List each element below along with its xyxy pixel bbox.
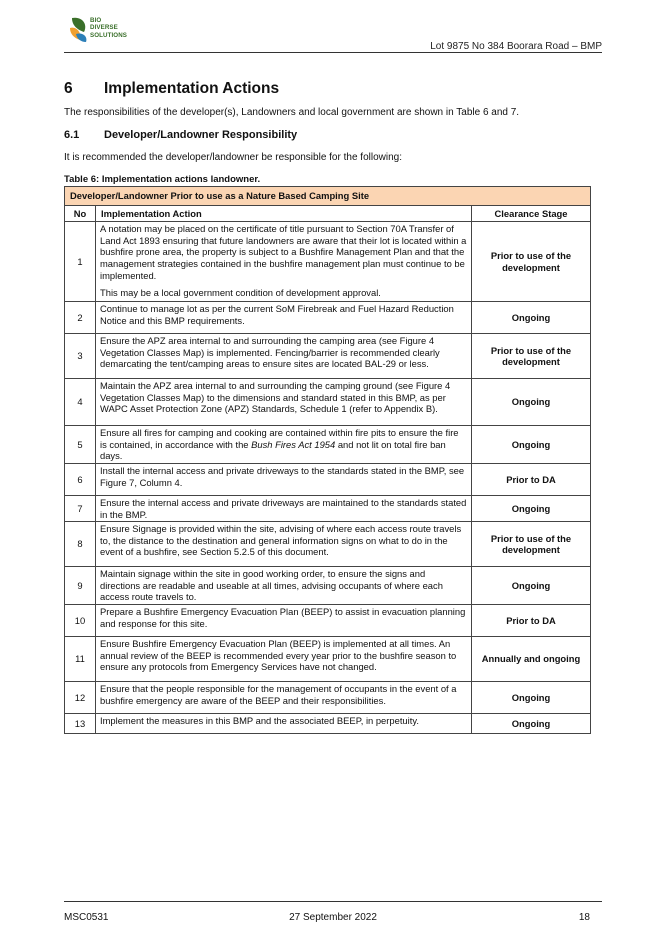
table-row: [65, 681, 591, 713]
leaf-logo-icon: [68, 14, 90, 44]
row-number: 11: [65, 636, 96, 681]
logo-wordmark: BIO DIVERSE SOLUTIONS: [90, 17, 127, 39]
table-row: [65, 522, 591, 567]
table-band-row: [65, 187, 591, 206]
footer-divider: [64, 901, 602, 902]
row-action: Maintain signage within the site in good working order, to ensure the signs and directions are readable and useable at all times, advising occupants of where each access route travels to.: [96, 567, 472, 605]
row-action-text: Ensure all fires for camping and cooking are contained within fire pits to ensure the fire is contained, in accordance with the: [100, 427, 459, 450]
section-number: 6: [64, 80, 73, 97]
company-logo: [68, 14, 138, 46]
section-heading: [64, 80, 279, 98]
row-stage: Prior to use of the development: [472, 334, 591, 379]
table-caption: Table 6: Implementation actions landowner.: [64, 174, 261, 185]
row-stage: Prior to use of the development: [472, 222, 591, 302]
row-action: [96, 426, 472, 464]
table-row: [65, 495, 591, 521]
table-row: [65, 222, 591, 302]
document-reference: MSC0531: [64, 912, 109, 923]
row-number: 4: [65, 379, 96, 426]
row-stage: Prior to DA: [472, 463, 591, 495]
row-number: 13: [65, 713, 96, 733]
subsection-title: Developer/Landowner Responsibility: [104, 129, 298, 141]
row-action: Ensure that the people responsible for the management of occupants in the event of a bushfire emergency are aware of the BEEP and their responsibilities.: [96, 681, 472, 713]
table-band-title: Developer/Landowner Prior to use as a Nature Based Camping Site: [65, 187, 591, 206]
section-intro: The responsibilities of the developer(s), Landowners and local government are shown in Table 6 and 7.: [64, 107, 520, 118]
row-number: 2: [65, 302, 96, 334]
row-action: Ensure Signage is provided within the site, advising of where each access route travels to, the distance to the destination and general information signs on what to do in the event of a bushfire, see Section 5.2.5 of this document.: [96, 522, 472, 567]
subsection-intro: It is recommended the developer/landowner be responsible for the following:: [64, 152, 402, 163]
column-header-no: No: [65, 205, 96, 222]
row-action: Maintain the APZ area internal to and surrounding the camping ground (see Figure 4 Vegetation Classes Map) to the dimensions and standard stated in this BMP, as per WAPC Asset Protection Zone (APZ) Standards, Schedule 1 (refer to Appendix B).: [96, 379, 472, 426]
row-number: 7: [65, 495, 96, 521]
row-number: 8: [65, 522, 96, 567]
document-date: 27 September 2022: [289, 912, 377, 923]
column-header-action: Implementation Action: [96, 205, 472, 222]
row-number: 9: [65, 567, 96, 605]
row-action: Ensure Bushfire Emergency Evacuation Plan (BEEP) is implemented at all times. An annual review of the BEEP is recommended every year prior to the bushfire season to ensure any protocols from Emergency Services have not changed.: [96, 636, 472, 681]
document-header-title: Lot 9875 No 384 Boorara Road – BMP: [430, 41, 602, 52]
row-action: [96, 222, 472, 302]
table-header-row: [65, 205, 591, 222]
table-row: [65, 426, 591, 464]
row-action: Continue to manage lot as per the current SoM Firebreak and Fuel Hazard Reduction Notice and this BMP requirements.: [96, 302, 472, 334]
row-action: Ensure the APZ area internal to and surrounding the camping area (see Figure 4 Vegetation Classes Map) is implemented. Fencing/barrier is recommended clearly demarcating the tent/camping areas to ensure sites are located BAL-29 or less.: [96, 334, 472, 379]
subsection-number: 6.1: [64, 129, 80, 141]
row-number: 3: [65, 334, 96, 379]
row-number: 6: [65, 463, 96, 495]
row-action-text-end: and not lit on total fire ban days.: [100, 438, 446, 462]
table-row: [65, 379, 591, 426]
table-row: [65, 636, 591, 681]
row-stage: Prior to DA: [472, 604, 591, 636]
table-row: [65, 567, 591, 605]
table-row: [65, 334, 591, 379]
table-row: [65, 713, 591, 733]
row-stage: Ongoing: [472, 426, 591, 464]
row-action: Implement the measures in this BMP and the associated BEEP, in perpetuity.: [96, 713, 472, 733]
row-number: 10: [65, 604, 96, 636]
row-action: Ensure the internal access and private driveways are maintained to the standards stated in the BMP.: [96, 495, 472, 521]
row-stage: Ongoing: [472, 713, 591, 733]
subsection-heading: [64, 129, 297, 141]
table-row: [65, 604, 591, 636]
page-number: 18: [578, 912, 590, 923]
section-title: Implementation Actions: [104, 80, 280, 97]
row-number: 1: [65, 222, 96, 302]
act-citation: Bush Fires Act 1954: [251, 438, 336, 450]
row-stage: Ongoing: [472, 681, 591, 713]
column-header-stage: Clearance Stage: [472, 205, 591, 222]
row-action-note: This may be a local government condition of development approval.: [100, 287, 381, 299]
table-row: [65, 302, 591, 334]
header-divider: [64, 52, 602, 53]
row-number: 12: [65, 681, 96, 713]
row-stage: Ongoing: [472, 495, 591, 521]
row-action: Prepare a Bushfire Emergency Evacuation Plan (BEEP) to assist in evacuation planning and response for this site.: [96, 604, 472, 636]
row-stage: Prior to use of the development: [472, 522, 591, 567]
table-row: [65, 463, 591, 495]
implementation-actions-table: [64, 186, 591, 734]
row-stage: Ongoing: [472, 379, 591, 426]
row-action: Install the internal access and private driveways to the standards stated in the BMP, see Figure 7, Column 4.: [96, 463, 472, 495]
row-stage: Ongoing: [472, 302, 591, 334]
row-stage: Annually and ongoing: [472, 636, 591, 681]
row-number: 5: [65, 426, 96, 464]
row-stage: Ongoing: [472, 567, 591, 605]
row-action-text: A notation may be placed on the certificate of title pursuant to Section 70A Transfer of Land Act 1893 ensuring that future landowners are aware that their lot is located within a bushfire prone area, the property is subject to a Bushfire Management Plan and that the management strategies contained in the bushfire management plan must continue to be implemented.: [100, 223, 467, 281]
